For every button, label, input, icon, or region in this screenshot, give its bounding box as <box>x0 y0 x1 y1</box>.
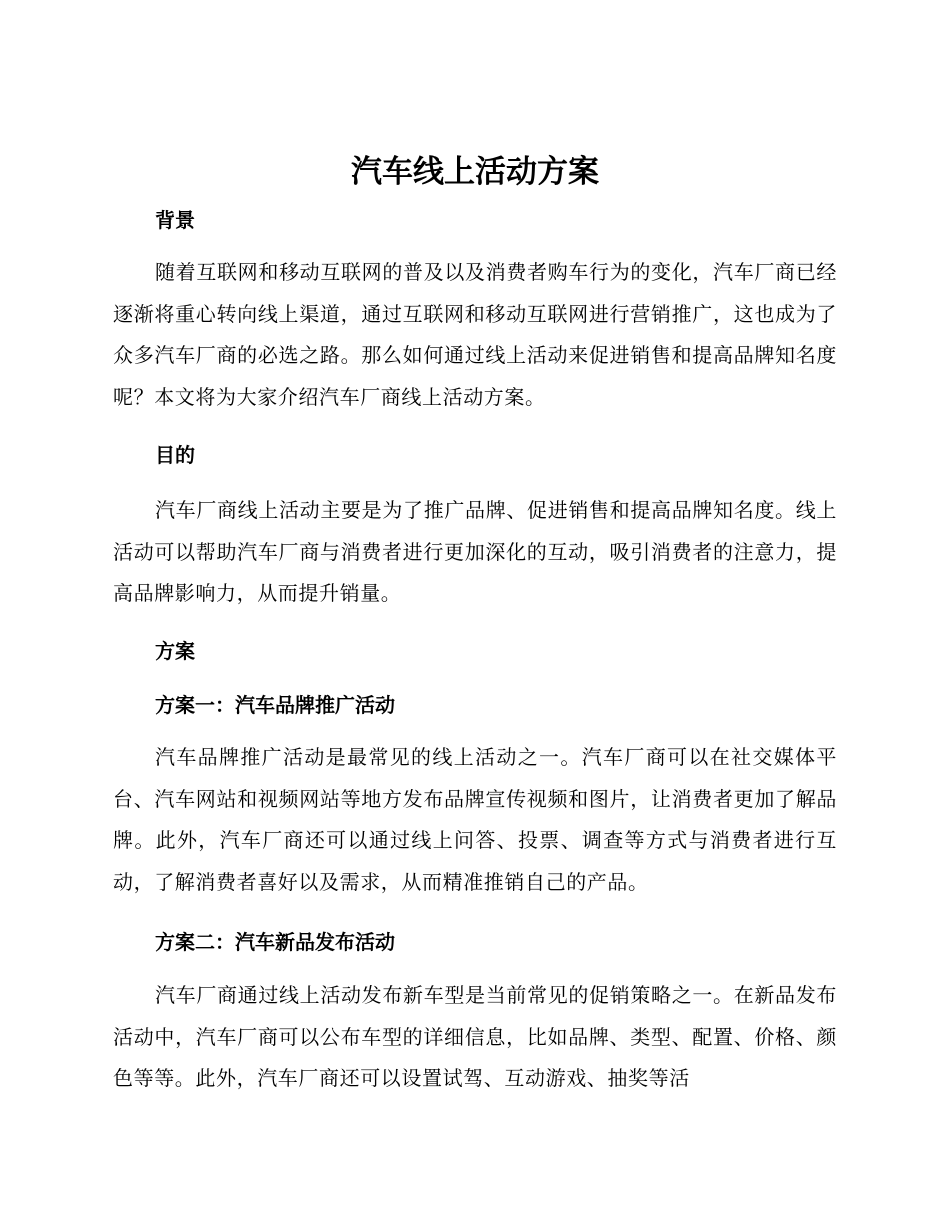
section-heading-purpose: 目的 <box>155 443 195 467</box>
paragraph-purpose: 汽车厂商线上活动主要是为了推广品牌、促进销售和提高品牌知名度。线上活动可以帮助汽车厂商与消费者进行更加深化的互动，吸引消费者的注意力，提高品牌影响力，从而提升销量。 <box>113 498 837 605</box>
section-heading-plan-two: 方案二：汽车新品发布活动 <box>155 930 395 954</box>
paragraph-plan-one: 汽车品牌推广活动是最常见的线上活动之一。汽车厂商可以在社交媒体平台、汽车网站和视频网站等地方发布品牌宣传视频和图片，让消费者更加了解品牌。此外，汽车厂商还可以通过线上问答、投票、调查等方式与消费者进行互动，了解消费者喜好以及需求，从而精准推销自己的产品。 <box>113 745 837 894</box>
section-heading-plan-one: 方案一：汽车品牌推广活动 <box>155 693 395 717</box>
paragraph-plan-two: 汽车厂商通过线上活动发布新车型是当前常见的促销策略之一。在新品发布活动中，汽车厂商可以公布车型的详细信息，比如品牌、类型、配置、价格、颜色等等。此外，汽车厂商还可以设置试驾、互动游戏、抽奖等活 <box>113 983 837 1090</box>
section-heading-plan: 方案 <box>155 639 195 663</box>
section-heading-background: 背景 <box>155 208 195 232</box>
paragraph-background: 随着互联网和移动互联网的普及以及消费者购车行为的变化，汽车厂商已经逐渐将重心转向线上渠道，通过互联网和移动互联网进行营销推广，这也成为了众多汽车厂商的必选之路。那么如何通过线上活动来促进销售和提高品牌知名度呢？本文将为大家介绍汽车厂商线上活动方案。 <box>113 260 837 409</box>
document-title: 汽车线上活动方案 <box>351 154 599 190</box>
